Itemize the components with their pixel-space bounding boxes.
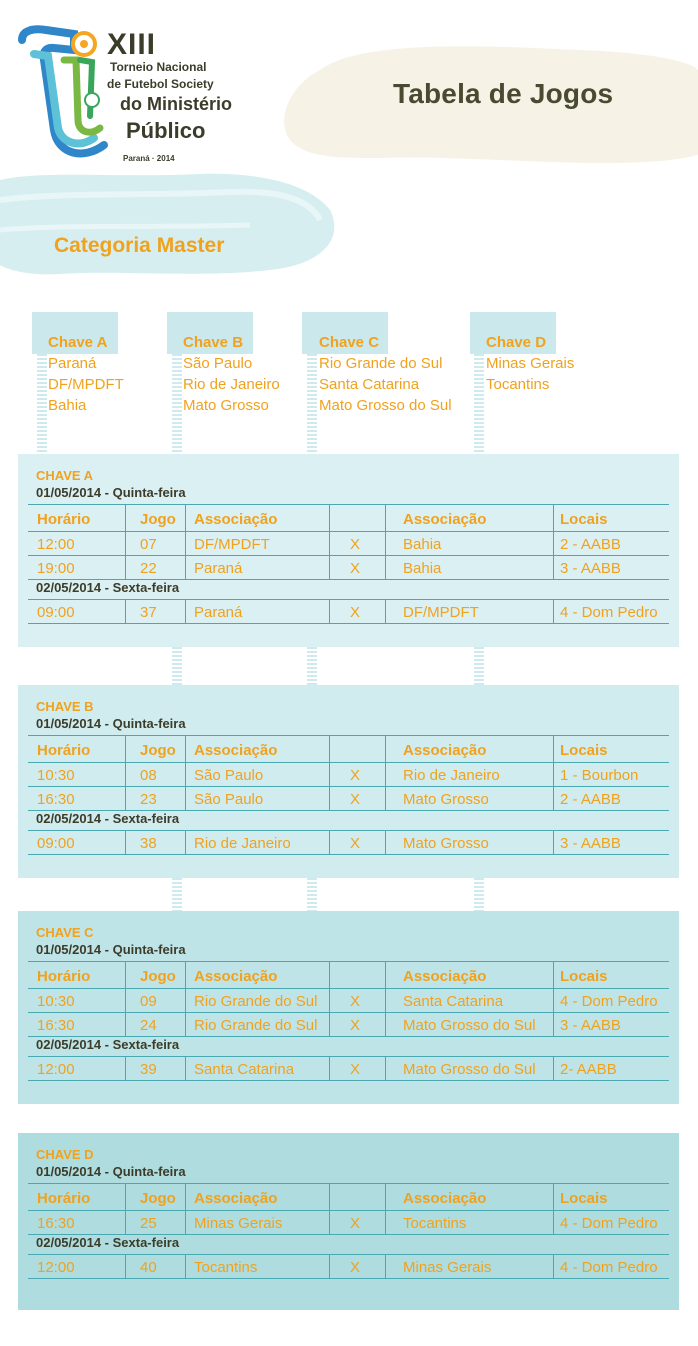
- blue-brush-shape: [0, 170, 340, 290]
- connector-stripe: [172, 647, 182, 688]
- away-team: Santa Catarina: [403, 993, 504, 1010]
- game-time: 09:00: [37, 604, 75, 621]
- col-header-horario: Horário: [37, 511, 91, 528]
- game-number: 07: [140, 536, 157, 553]
- away-team: DF/MPDFT: [403, 604, 479, 621]
- game-number: 39: [140, 1061, 157, 1078]
- game-time: 12:00: [37, 1259, 75, 1276]
- match-date: 01/05/2014 - Quinta-feira: [36, 485, 186, 500]
- venue: 2- AABB: [560, 1061, 617, 1078]
- category-title: Categoria Master: [54, 234, 225, 257]
- home-team: Rio Grande do Sul: [194, 993, 318, 1010]
- column-rule: [385, 1056, 386, 1080]
- column-rule: [553, 1254, 554, 1278]
- away-team: Bahia: [403, 536, 442, 553]
- column-rule: [125, 961, 126, 1036]
- col-header-locais: Locais: [560, 742, 608, 759]
- col-header-associacao: Associação: [194, 1190, 278, 1207]
- logo-line-4: Público: [126, 118, 206, 143]
- game-time: 16:30: [37, 791, 75, 808]
- away-team: Mato Grosso: [403, 791, 489, 808]
- venue: 3 - AABB: [560, 835, 621, 852]
- column-rule: [385, 504, 386, 579]
- key-team: São Paulo: [183, 355, 253, 372]
- column-rule: [329, 830, 330, 854]
- game-time: 16:30: [37, 1215, 75, 1232]
- col-header-locais: Locais: [560, 511, 608, 528]
- col-header-associacao: Associação: [194, 968, 278, 985]
- column-rule: [125, 599, 126, 623]
- col-header-locais: Locais: [560, 1190, 608, 1207]
- connector-stripe: [474, 647, 484, 688]
- column-rule: [329, 1183, 330, 1234]
- key-team: Santa Catarina: [319, 376, 420, 393]
- away-team: Mato Grosso: [403, 835, 489, 852]
- game-number: 40: [140, 1259, 157, 1276]
- group-label: CHAVE B: [36, 699, 94, 714]
- col-header-horario: Horário: [37, 968, 91, 985]
- key-stripe: [307, 354, 317, 454]
- group-label: CHAVE C: [36, 925, 94, 940]
- column-rule: [185, 1183, 186, 1234]
- column-rule: [385, 599, 386, 623]
- home-team: São Paulo: [194, 791, 264, 808]
- connector-stripe: [307, 878, 317, 912]
- column-rule: [125, 735, 126, 810]
- logo-line-5: Paraná · 2014: [123, 154, 175, 163]
- column-rule: [329, 504, 330, 579]
- key-title: Chave A: [48, 334, 108, 351]
- column-rule: [185, 961, 186, 1036]
- row-rule: [28, 623, 669, 624]
- col-header-associacao-2: Associação: [403, 742, 487, 759]
- column-rule: [385, 961, 386, 1036]
- versus-mark: X: [350, 767, 361, 784]
- game-time: 10:30: [37, 767, 75, 784]
- match-date: 01/05/2014 - Quinta-feira: [36, 716, 186, 731]
- column-rule: [553, 599, 554, 623]
- col-header-jogo: Jogo: [140, 742, 176, 759]
- key-team: Mato Grosso do Sul: [319, 397, 452, 414]
- page-header: [0, 0, 698, 300]
- column-rule: [553, 735, 554, 810]
- connector-stripe: [474, 878, 484, 912]
- home-team: DF/MPDFT: [194, 536, 270, 553]
- col-header-jogo: Jogo: [140, 968, 176, 985]
- away-team: Tocantins: [403, 1215, 467, 1232]
- col-header-associacao-2: Associação: [403, 1190, 487, 1207]
- column-rule: [553, 1056, 554, 1080]
- column-rule: [553, 1183, 554, 1234]
- venue: 2 - AABB: [560, 536, 621, 553]
- col-header-horario: Horário: [37, 1190, 91, 1207]
- column-rule: [185, 1254, 186, 1278]
- col-header-locais: Locais: [560, 968, 608, 985]
- venue: 4 - Dom Pedro: [560, 993, 658, 1010]
- game-number: 25: [140, 1215, 157, 1232]
- key-title: Chave C: [319, 334, 380, 351]
- home-team: Santa Catarina: [194, 1061, 295, 1078]
- game-number: 22: [140, 560, 157, 577]
- game-number: 24: [140, 1017, 157, 1034]
- versus-mark: X: [350, 1259, 361, 1276]
- game-time: 09:00: [37, 835, 75, 852]
- column-rule: [385, 1254, 386, 1278]
- connector-stripe: [172, 878, 182, 912]
- home-team: Minas Gerais: [194, 1215, 283, 1232]
- game-number: 37: [140, 604, 157, 621]
- key-team: Bahia: [48, 397, 87, 414]
- key-stripe: [474, 354, 484, 454]
- venue: 3 - AABB: [560, 560, 621, 577]
- column-rule: [125, 1056, 126, 1080]
- key-title: Chave B: [183, 334, 244, 351]
- venue: 4 - Dom Pedro: [560, 1215, 658, 1232]
- key-team: Rio Grande do Sul: [319, 355, 443, 372]
- logo-line-2: de Futebol Society: [107, 77, 214, 91]
- versus-mark: X: [350, 1061, 361, 1078]
- game-time: 16:30: [37, 1017, 75, 1034]
- game-time: 12:00: [37, 536, 75, 553]
- key-team: Rio de Janeiro: [183, 376, 280, 393]
- match-date: 02/05/2014 - Sexta-feira: [36, 580, 180, 595]
- column-rule: [125, 504, 126, 579]
- versus-mark: X: [350, 536, 361, 553]
- game-number: 23: [140, 791, 157, 808]
- col-header-associacao: Associação: [194, 742, 278, 759]
- key-team: Paraná: [48, 355, 97, 372]
- col-header-associacao-2: Associação: [403, 511, 487, 528]
- away-team: Mato Grosso do Sul: [403, 1017, 536, 1034]
- key-team: DF/MPDFT: [48, 376, 124, 393]
- match-date: 02/05/2014 - Sexta-feira: [36, 1037, 180, 1052]
- versus-mark: X: [350, 560, 361, 577]
- column-rule: [329, 961, 330, 1036]
- connector-stripe: [307, 647, 317, 688]
- venue: 3 - AABB: [560, 1017, 621, 1034]
- page-title: Tabela de Jogos: [393, 78, 614, 109]
- home-team: Paraná: [194, 560, 243, 577]
- column-rule: [185, 599, 186, 623]
- venue: 4 - Dom Pedro: [560, 1259, 658, 1276]
- key-title: Chave D: [486, 334, 547, 351]
- versus-mark: X: [350, 604, 361, 621]
- venue: 4 - Dom Pedro: [560, 604, 658, 621]
- match-date: 01/05/2014 - Quinta-feira: [36, 1164, 186, 1179]
- column-rule: [329, 735, 330, 810]
- key-team: Mato Grosso: [183, 397, 269, 414]
- match-date: 02/05/2014 - Sexta-feira: [36, 1235, 180, 1250]
- home-team: Tocantins: [194, 1259, 258, 1276]
- match-date: 01/05/2014 - Quinta-feira: [36, 942, 186, 957]
- versus-mark: X: [350, 993, 361, 1010]
- col-header-horario: Horário: [37, 742, 91, 759]
- column-rule: [125, 830, 126, 854]
- column-rule: [329, 1254, 330, 1278]
- row-rule: [28, 1278, 669, 1279]
- versus-mark: X: [350, 835, 361, 852]
- game-time: 10:30: [37, 993, 75, 1010]
- column-rule: [553, 830, 554, 854]
- game-time: 19:00: [37, 560, 75, 577]
- col-header-jogo: Jogo: [140, 1190, 176, 1207]
- venue: 1 - Bourbon: [560, 767, 639, 784]
- home-team: Rio Grande do Sul: [194, 1017, 318, 1034]
- game-number: 09: [140, 993, 157, 1010]
- logo-line-1: Torneio Nacional: [110, 60, 207, 74]
- away-team: Bahia: [403, 560, 442, 577]
- game-time: 12:00: [37, 1061, 75, 1078]
- column-rule: [553, 504, 554, 579]
- row-rule: [28, 854, 669, 855]
- logo-line-3: do Ministério: [120, 94, 232, 114]
- home-team: Rio de Janeiro: [194, 835, 291, 852]
- game-number: 08: [140, 767, 157, 784]
- column-rule: [125, 1183, 126, 1234]
- versus-mark: X: [350, 791, 361, 808]
- col-header-associacao: Associação: [194, 511, 278, 528]
- column-rule: [185, 735, 186, 810]
- key-stripe: [172, 354, 182, 454]
- column-rule: [385, 830, 386, 854]
- group-label: CHAVE A: [36, 468, 94, 483]
- versus-mark: X: [350, 1215, 361, 1232]
- tournament-logo-mark: [14, 20, 114, 170]
- away-team: Minas Gerais: [403, 1259, 492, 1276]
- column-rule: [329, 599, 330, 623]
- key-team: Minas Gerais: [486, 355, 575, 372]
- column-rule: [385, 1183, 386, 1234]
- column-rule: [185, 1056, 186, 1080]
- column-rule: [329, 1056, 330, 1080]
- group-label: CHAVE D: [36, 1147, 94, 1162]
- home-team: Paraná: [194, 604, 243, 621]
- column-rule: [385, 735, 386, 810]
- row-rule: [28, 1080, 669, 1081]
- game-number: 38: [140, 835, 157, 852]
- away-team: Mato Grosso do Sul: [403, 1061, 536, 1078]
- column-rule: [125, 1254, 126, 1278]
- key-stripe: [37, 354, 47, 454]
- versus-mark: X: [350, 1017, 361, 1034]
- home-team: São Paulo: [194, 767, 264, 784]
- key-team: Tocantins: [486, 376, 550, 393]
- venue: 2 - AABB: [560, 791, 621, 808]
- col-header-jogo: Jogo: [140, 511, 176, 528]
- column-rule: [185, 830, 186, 854]
- column-rule: [553, 961, 554, 1036]
- match-date: 02/05/2014 - Sexta-feira: [36, 811, 180, 826]
- col-header-associacao-2: Associação: [403, 968, 487, 985]
- column-rule: [185, 504, 186, 579]
- away-team: Rio de Janeiro: [403, 767, 500, 784]
- logo-numeral: XIII: [107, 28, 157, 61]
